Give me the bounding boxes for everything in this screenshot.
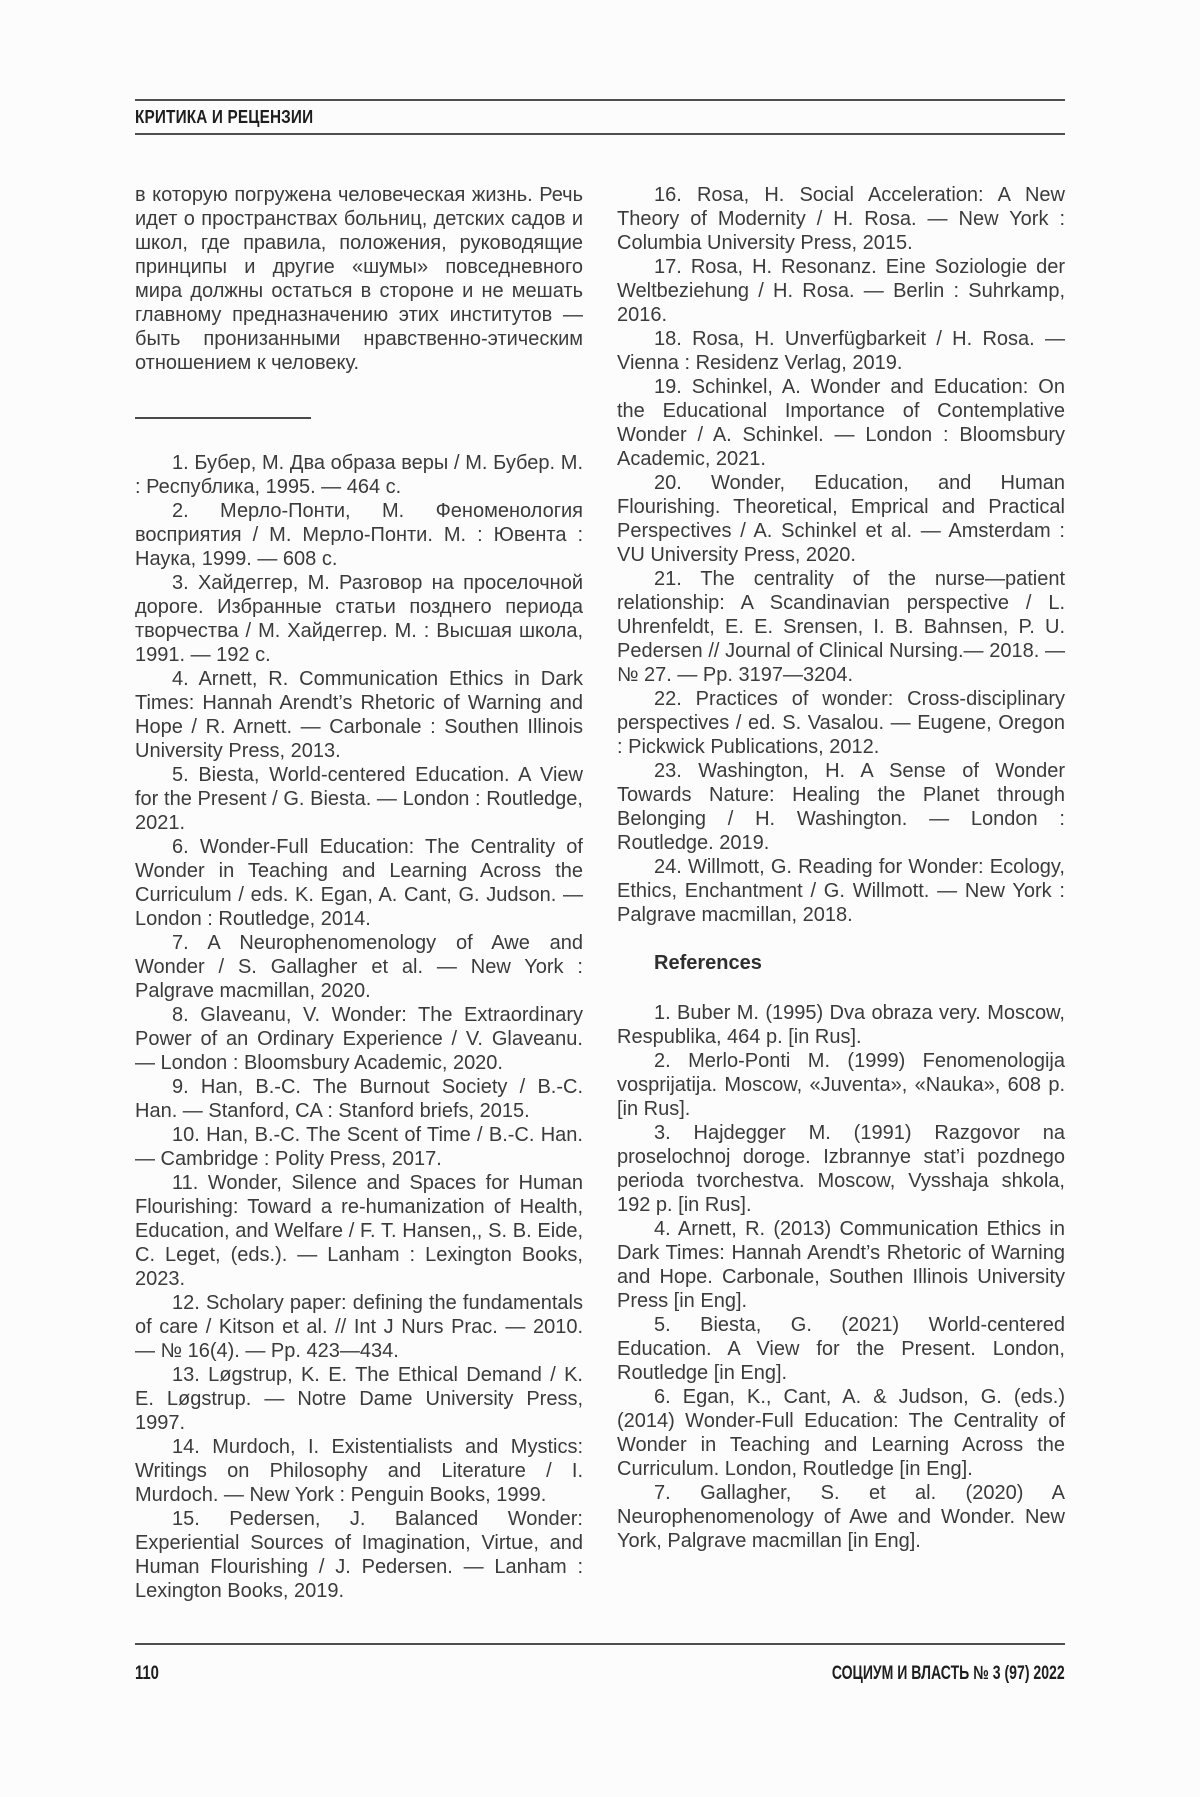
reference-item: 1. Buber M. (1995) Dva obraza very. Moscow, Respublika, 464 p. [in Rus]. — [617, 1002, 1065, 1048]
bibliography-item: 4. Arnett, R. Communication Ethics in Dark Times: Hannah Arendt’s Rhetoric of Warning and Hope / R. Arnett. — Carbonale : Southen Illinois University Press, 2013. — [135, 668, 583, 762]
bibliography-item: 7. A Neurophenomenology of Awe and Wonder / S. Gallagher et al. — New York : Palgrave macmillan, 2020. — [135, 932, 583, 1002]
reference-item: 6. Egan, K., Cant, A. & Judson, G. (eds.) (2014) Wonder-Full Education: The Centrality of Wonder in Teaching and Learning Across the Curriculum. London, Routledge [in Eng]. — [617, 1386, 1065, 1480]
bibliography-item: 8. Glaveanu, V. Wonder: The Extraordinary Power of an Ordinary Experience / V. Glaveanu. — London : Bloomsbury Academic, 2020. — [135, 1004, 583, 1074]
section-title: КРИТИКА И РЕЦЕНЗИИ — [135, 107, 314, 127]
bibliography-item: 14. Murdoch, I. Existentialists and Mystics: Writings on Philosophy and Literature / I. Murdoch. — New York : Penguin Books, 1999. — [135, 1436, 583, 1506]
bibliography-item: 3. Хайдеггер, М. Разговор на проселочной дороге. Избранные статьи позднего периода творчества / М. Хайдеггер. М. : Высшая школа, 1991. — 192 с. — [135, 572, 583, 666]
bibliography-item: 11. Wonder, Silence and Spaces for Human Flourishing: Toward a re-humanization of Health, Education, and Welfare / F. T. Hansen,, S. B. Eide, C. Leget, (eds.). — Lanham : Lexington Books, 2023. — [135, 1172, 583, 1290]
running-header — [135, 99, 1065, 135]
intro-paragraph: в которую погружена человеческая жизнь. Речь идет о пространствах больниц, детских садов и школ, где правила, положения, руководящие принципы и другие «шумы» повседневного мира должны остаться в стороне и не мешать главному предназначению этих институтов — быть пронизанными нравственно-этическим отношением к человеку. — [135, 184, 583, 374]
references-heading: References — [654, 952, 762, 974]
bibliography-item: 21. The centrality of the nurse—patient relationship: A Scandinavian perspective / L. Uhrenfeldt, E. E. Srensen, I. B. Bahnsen, P. U. Pedersen // Journal of Clinical Nursing.— 2018. — № 27. — Pp. 3197—3204. — [617, 568, 1065, 686]
reference-item: 3. Hajdegger M. (1991) Razgovor na proselochnoj doroge. Izbrannye stat’i pozdnego perioda tvorchestva. Moscow, Vysshaja shkola, 192 p. [in Rus]. — [617, 1122, 1065, 1216]
bibliography-item: 10. Han, B.-C. The Scent of Time / B.-C. Han. — Cambridge : Polity Press, 2017. — [135, 1124, 583, 1170]
bibliography-item: 12. Scholary paper: defining the fundamentals of care / Kitson et al. // Int J Nurs Prac. — 2010. — № 16(4). — Pp. 423—434. — [135, 1292, 583, 1362]
bibliography-item: 2. Мерло-Понти, М. Феноменология восприятия / М. Мерло-Понти. М. : Ювента : Наука, 1999. — 608 с. — [135, 500, 583, 570]
bibliography-item: 18. Rosa, H. Unverfügbarkeit / H. Rosa. — Vienna : Residenz Verlag, 2019. — [617, 328, 1065, 374]
bibliography-item: 5. Biesta, World-centered Education. A View for the Present / G. Biesta. — London : Routledge, 2021. — [135, 764, 583, 834]
bibliography-item: 9. Han, B.-C. The Burnout Society / B.-C. Han. — Stanford, CA : Stanford briefs, 2015. — [135, 1076, 583, 1122]
page-number: 110 — [135, 1663, 159, 1684]
bibliography-item: 15. Pedersen, J. Balanced Wonder: Experiential Sources of Imagination, Virtue, and Human Flourishing / J. Pedersen. — Lanham : Lexington Books, 2019. — [135, 1508, 583, 1602]
bibliography-item: 1. Бубер, М. Два образа веры / М. Бубер. М. : Республика, 1995. — 464 с. — [135, 452, 583, 498]
bibliography-item: 24. Willmott, G. Reading for Wonder: Ecology, Ethics, Enchantment / G. Willmott. — New York : Palgrave macmillan, 2018. — [617, 856, 1065, 926]
bibliography-item: 23. Washington, H. A Sense of Wonder Towards Nature: Healing the Planet through Belonging / H. Washington. — London : Routledge. 2019. — [617, 760, 1065, 854]
article-body — [135, 183, 1065, 1619]
bibliography-item: 6. Wonder-Full Education: The Centrality of Wonder in Teaching and Learning Across the Curriculum / eds. K. Egan, A. Cant, G. Judson. — London : Routledge, 2014. — [135, 836, 583, 930]
bibliography-item: 20. Wonder, Education, and Human Flourishing. Theoretical, Emprical and Practical Perspectives / A. Schinkel et al. — Amsterdam : VU University Press, 2020. — [617, 472, 1065, 566]
journal-title: СОЦИУМ И ВЛАСТЬ № 3 (97) 2022 — [832, 1663, 1065, 1684]
bibliography-item: 16. Rosa, H. Social Acceleration: A New Theory of Modernity / H. Rosa. — New York : Columbia University Press, 2015. — [617, 184, 1065, 254]
bibliography-item: 13. Løgstrup, K. E. The Ethical Demand / K. E. Løgstrup. — Notre Dame University Press, 1997. — [135, 1364, 583, 1434]
bibliography-item: 19. Schinkel, A. Wonder and Education: On the Educational Importance of Contemplative Wonder / A. Schinkel. — London : Bloomsbury Academic, 2021. — [617, 376, 1065, 470]
reference-item: 7. Gallagher, S. et al. (2020) A Neurophenomenology of Awe and Wonder. New York, Palgrave macmillan [in Eng]. — [617, 1482, 1065, 1552]
reference-item: 2. Merlo-Ponti M. (1999) Fenomenologija vosprijatija. Moscow, «Juventa», «Nauka», 608 p. [in Rus]. — [617, 1050, 1065, 1120]
reference-item: 5. Biesta, G. (2021) World-centered Education. A View for the Present. London, Routledge [in Eng]. — [617, 1314, 1065, 1384]
bibliography-item: 22. Practices of wonder: Cross-disciplinary perspectives / ed. S. Vasalou. — Eugene, Oregon : Pickwick Publications, 2012. — [617, 688, 1065, 758]
reference-item: 4. Arnett, R. (2013) Communication Ethics in Dark Times: Hannah Arendt’s Rhetoric of Warning and Hope. Carbonale, Southen Illinois University Press [in Eng]. — [617, 1218, 1065, 1312]
footnote-rule — [135, 417, 311, 419]
bibliography-item: 17. Rosa, H. Resonanz. Eine Soziologie der Weltbeziehung / H. Rosa. — Berlin : Suhrkamp, 2016. — [617, 256, 1065, 326]
running-footer — [135, 1643, 1065, 1685]
